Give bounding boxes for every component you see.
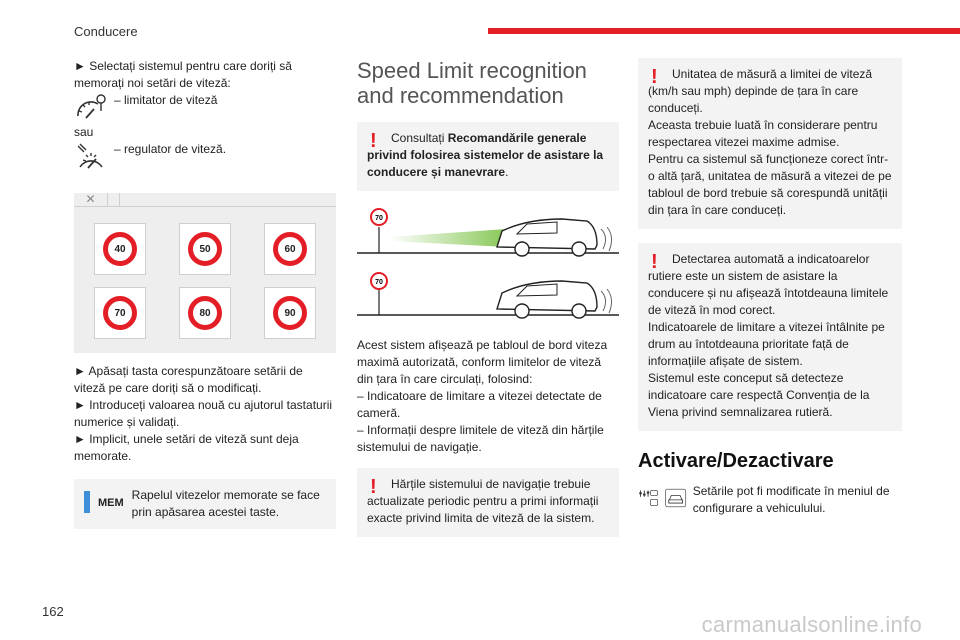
warning-text-2: Hărțile sistemului de navigație trebuie actualizate periodic pentru a primi informații exacte privind limita de viteză de la sistem. — [367, 477, 599, 525]
warning-text-1-pre: Consultați — [391, 131, 448, 145]
speed-limiter-row — [74, 92, 336, 124]
speed-tile-40[interactable] — [94, 223, 146, 275]
warning-icon: ! — [370, 476, 377, 498]
step-1: ► Apăsați tasta corespunzătoare setării de viteză pe care doriți să o modificați. — [74, 364, 303, 395]
settings-row — [638, 483, 902, 517]
watermark: carmanualsonline.info — [701, 612, 922, 637]
header-accent-bar — [488, 28, 960, 34]
figure-sign-text: 70 — [375, 215, 383, 222]
page-header-title: Conducere — [74, 24, 138, 39]
car-figure-1 — [357, 207, 619, 261]
speed-sign-grid — [94, 223, 316, 339]
warning-icon: ! — [651, 66, 658, 88]
warning-text-1 — [367, 130, 609, 181]
page-number: 162 — [42, 604, 64, 619]
car-road-illustration — [357, 207, 619, 261]
speed-sign-icon: 60 — [273, 232, 307, 266]
close-icon[interactable]: ✕ — [74, 193, 108, 206]
screen-tab — [108, 193, 120, 206]
cruise-control-row — [74, 141, 336, 173]
list-item-1: – Indicatoare de limitare a vitezei detectate de cameră. — [357, 389, 602, 420]
warning-text-4c: Sistemul este conceput să detecteze indicatoare care respectă Convenția de la Viena privind semnalizarea rutieră. — [648, 371, 870, 419]
vehicle-icon — [665, 483, 686, 513]
speed-sign-icon: 50 — [188, 232, 222, 266]
speed-limiter-label: – limitator de viteză — [114, 93, 218, 107]
warning-icon: ! — [651, 251, 658, 273]
settings-text: Setările pot fi modificate în meniul de configurare a vehiculului. — [692, 484, 890, 515]
warning-note-3 — [638, 58, 902, 229]
or-text: sau — [74, 125, 94, 139]
body-text: Acest sistem afișează pe tabloul de bord viteza maximă autorizată, conform limitelor de viteză din țara în care circulați, folosind: — [357, 338, 608, 386]
info-note — [74, 479, 336, 529]
speed-tile-50[interactable] — [179, 223, 231, 275]
activation-heading: Activare/Dezactivare — [638, 450, 834, 472]
speed-tile-70[interactable] — [94, 287, 146, 339]
warning-text-4b: Indicatoarele de limitare a vitezei întâlnite pe drum au întotdeauna prioritate față de informațiile afișate de sistem. — [648, 320, 885, 368]
speed-settings-screen — [74, 193, 336, 353]
mem-key-label: MEM — [98, 497, 124, 509]
column-2 — [357, 58, 619, 537]
column-1 — [74, 58, 336, 529]
column-3 — [638, 58, 902, 517]
warning-text-3: Unitatea de măsură a limitei de viteză (km/h sau mph) depinde de țara în care conduceți. — [648, 67, 873, 115]
warning-note-4 — [638, 243, 902, 431]
step-3: ► Implicit, unele setări de viteză sunt deja memorate. — [74, 432, 299, 463]
step-2: ► Introduceți valoarea nouă cu ajutorul tastaturii numerice și validați. — [74, 398, 333, 429]
warning-text-1-post: . — [505, 165, 509, 179]
info-text: Rapelul vitezelor memorate se face prin apăsarea acestei taste. — [131, 488, 320, 519]
section-heading: Speed Limit recognition and recommendation — [357, 58, 587, 108]
speed-tile-90[interactable] — [264, 287, 316, 339]
warning-icon: ! — [370, 130, 377, 152]
speed-tile-60[interactable] — [264, 223, 316, 275]
speed-sign-icon: 90 — [273, 296, 307, 330]
car-road-illustration-2 — [357, 269, 619, 323]
speed-sign-icon: 40 — [103, 232, 137, 266]
speed-tile-80[interactable] — [179, 287, 231, 339]
list-item-2: – Informații despre limitele de viteză din hărțile sistemului de navigație. — [357, 423, 604, 454]
warning-text-3c: Pentru ca sistemul să funcționeze corect într-o altă țară, unitatea de măsură a vitezei de pe tabloul de bord trebuie să corespundă unității din țara în care conduceți. — [648, 152, 892, 217]
cruise-control-icon — [74, 141, 108, 173]
speed-limiter-icon — [74, 92, 108, 124]
warning-note-2 — [357, 468, 619, 537]
cruise-control-label: – regulator de viteză. — [114, 142, 227, 156]
car-figure-2 — [357, 269, 619, 323]
figure-sign-text-2: 70 — [375, 279, 383, 286]
warning-text-1-bold: Recomandările generale privind folosirea sistemelor de asistare la conducere și manevrare — [367, 131, 604, 179]
speed-sign-icon: 80 — [188, 296, 222, 330]
info-icon — [84, 491, 90, 513]
speed-sign-icon: 70 — [103, 296, 137, 330]
warning-text-3b: Aceasta trebuie luată în considerare pentru respectarea vitezei maxime admise. — [648, 118, 878, 149]
warning-note-1 — [357, 122, 619, 191]
screen-top-bar — [74, 193, 336, 207]
settings-menu-icon — [638, 483, 659, 513]
intro-text: ► Selectați sistemul pentru care doriți să memorați noi setări de viteză: — [74, 59, 292, 90]
warning-text-4: Detectarea automată a indicatoarelor rutiere este un sistem de asistare la conducere și nu afișează întotdeauna limitele de viteză în mod corect. — [648, 252, 889, 317]
